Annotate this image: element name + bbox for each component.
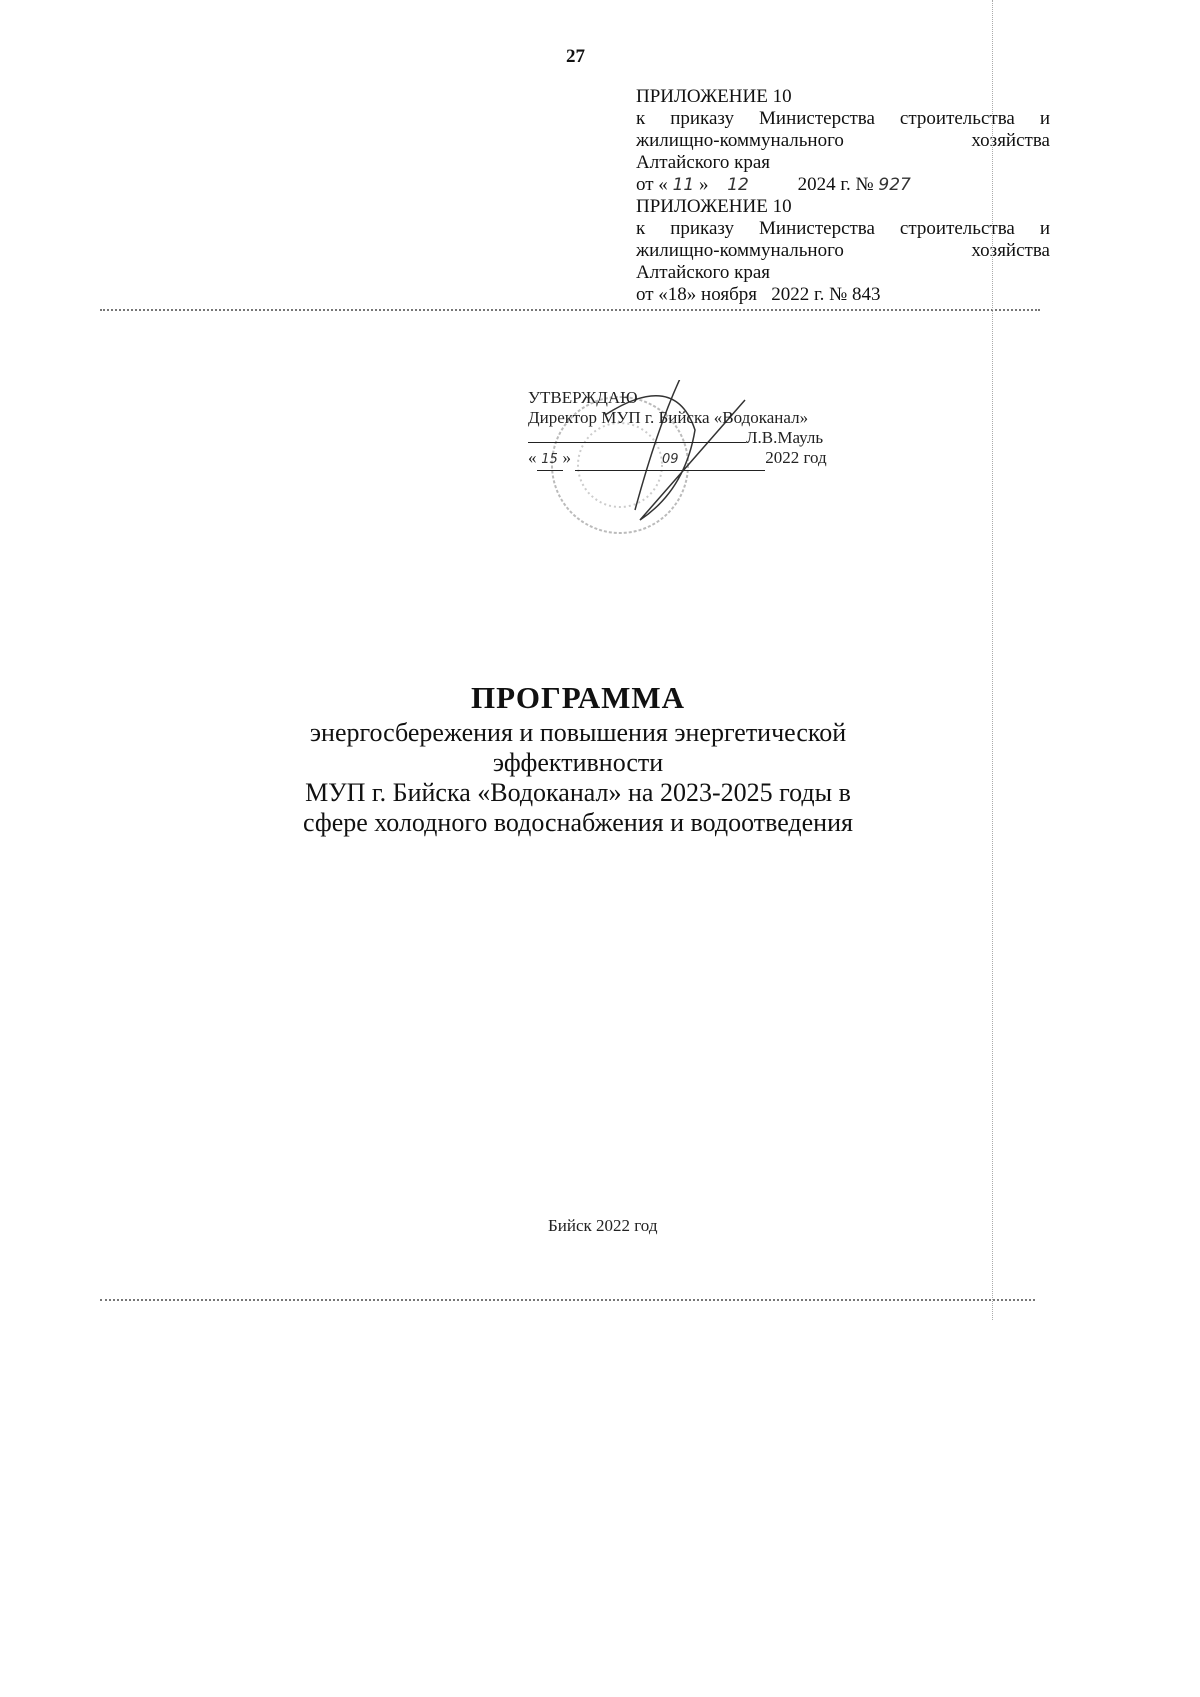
date-text: »: [562, 448, 571, 467]
date-text: 2024 г. №: [797, 174, 874, 195]
approval-position: Директор МУП г. Бийска «Водоканал»: [528, 408, 809, 427]
appendix-title: ПРИЛОЖЕНИЕ 10: [636, 196, 792, 217]
appendix-line: к приказу Министерства строительства и: [636, 108, 1050, 129]
appendix-title: ПРИЛОЖЕНИЕ 10: [636, 86, 792, 107]
appendix-date: [636, 174, 1050, 196]
appendix-line: к приказу Министерства строительства и: [636, 218, 1050, 239]
appendix-date: от «18» ноября 2022 г. № 843: [636, 284, 881, 305]
subtitle-line: сфере холодного водоснабжения и водоотведения: [303, 808, 853, 837]
date-text: »: [698, 174, 709, 195]
date-text: 2022 год: [765, 448, 827, 467]
handwritten-month: 12: [727, 175, 749, 195]
divider: [100, 1299, 1035, 1301]
appendix-line: Алтайского края: [636, 152, 771, 173]
city-year: Бийск 2022 год: [548, 1216, 658, 1235]
handwritten-day: 11: [672, 175, 695, 195]
appendix-line: [636, 130, 1050, 152]
appendix-text: жилищно-коммунального: [636, 240, 844, 261]
appendix-text: хозяйства: [971, 240, 1050, 261]
approver-name: Л.В.Мауль: [746, 428, 824, 447]
appendix-text: хозяйства: [971, 130, 1050, 151]
scan-edge-line: [992, 0, 993, 1320]
divider: [100, 309, 1040, 311]
subtitle-line: эффективности: [492, 748, 664, 777]
approval-signature-line: [528, 428, 827, 448]
appendix-text: жилищно-коммунального: [636, 130, 844, 151]
date-text: от «: [636, 174, 668, 195]
subtitle-line: энергосбережения и повышения энергетической: [309, 718, 847, 747]
program-subtitle: [180, 718, 976, 838]
date-text: «: [528, 448, 537, 467]
approval-label: УТВЕРЖДАЮ: [528, 388, 638, 407]
handwritten-month: 09: [575, 450, 765, 471]
handwritten-day: 15: [537, 450, 563, 471]
program-title: ПРОГРАММА: [471, 680, 685, 715]
handwritten-number: 927: [878, 175, 911, 195]
appendix-header: [636, 86, 1050, 306]
subtitle-line: МУП г. Бийска «Водоканал» на 2023-2025 годы в: [305, 778, 851, 807]
appendix-line: Алтайского края: [636, 262, 771, 283]
approval-block: [528, 388, 827, 471]
approval-date: [528, 448, 827, 471]
appendix-line: [636, 240, 1050, 262]
page-number: 27: [566, 46, 585, 67]
